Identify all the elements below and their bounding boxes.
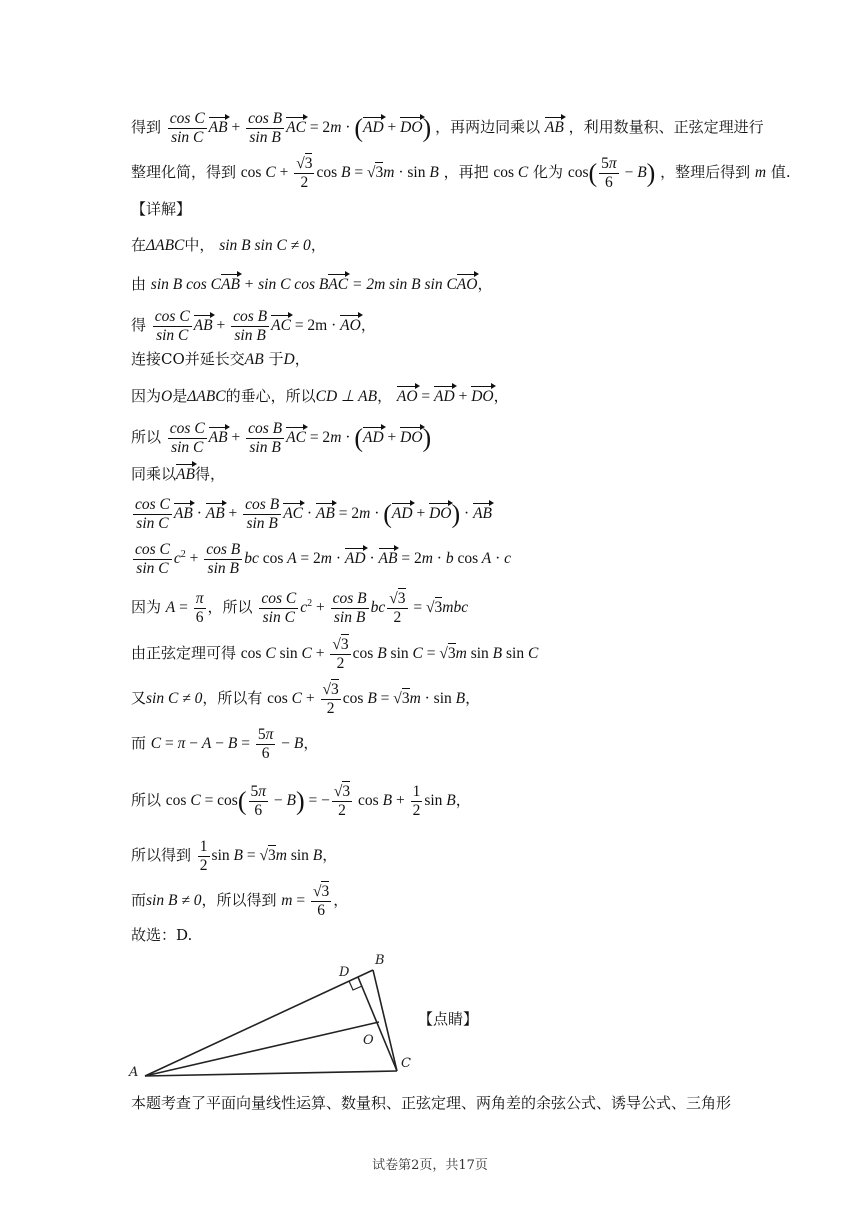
math: sin B cos C [150,276,221,293]
text: 又 [131,688,147,707]
text: ，所以有 [202,688,263,707]
math: + sin C cos B [243,276,329,293]
step-5: 因为O是ΔABC的垂心，所以CD ⊥ AB， AO = AD + DO， [131,387,509,405]
math: sin B ≠ 0 [146,891,202,909]
step-14: 所以 cos C = cos( $\frac{5\pi}{6}$ − B) = − $\frac{√3}{2}$ cos B + $\frac{1}{2}$ sin B， [131,783,471,819]
text: 所以得到 [131,845,192,864]
text: ， [493,387,509,405]
text: 得， [194,465,225,483]
math: D [283,351,295,368]
text: 在 [131,236,147,254]
text: ， [294,350,310,368]
text: 所以 [131,427,162,446]
text: 的垂心，所以 [225,387,316,405]
step-2: 由 sin B cos CAB + sin C cos BAC = 2m sin B sin CAO， [131,275,493,293]
text: ， [303,733,319,752]
text: ， [465,688,481,707]
text: 于 [268,350,284,368]
intro-line-2: 整理化简，得到 cos C + $\frac{√3}{2}$ cos B = √3m · sin B ，再把 cos C 化为 cos( $\frac{5\pi}{6}$ − B) ，整理后得到 m 值. [131,155,791,191]
step-12: 又sin C ≠ 0，所以有 cos C + $\frac{√3}{2}$ cos B = √3m · sin B， [131,681,481,717]
text: 中， [184,236,215,254]
text: 因为 [131,387,162,405]
text: ，整理后得到 [660,162,751,181]
text: ，再把 [443,162,489,181]
step-4 [131,352,310,368]
math: ΔABC [187,388,226,405]
step-13: 而 C = π − A − B = $\frac{5\pi}{6}$ − B， [131,726,319,762]
label-a: A [129,1065,139,1080]
step-10: 因为 A = $\frac{\pi}{6}$ ，所以 $\frac{\text{cos C}}{\text{sin C}}$ $c^2$ + $\frac{\text{cos B}}{\text{sin B}}$ bc $\frac{√3}{2}$ = √3mbc [131,590,469,626]
step-16: 而sin B ≠ 0，所以得到 m = $\frac{√3}{6}$ ， [131,883,349,919]
text: ，所以 [207,597,253,616]
var-m: m [754,163,767,181]
math: = 2m sin B sin C [352,276,457,293]
step-3: 得 $\frac{\text{cos C}}{\text{sin C}}$ AB + $\frac{\text{cos B}}{\text{sin B}}$ AC = 2m · AO， [131,308,376,344]
step-11: 由正弦定理可得 cos C sin C + $\frac{√3}{2}$ cos B sin C = √3m sin B sin C [131,636,539,672]
text: ，利用数量积、正弦定理进行 [568,117,764,136]
step-6: 所以 $\frac{\text{cos C}}{\text{sin C}}$ AB + $\frac{\text{cos B}}{\text{sin B}}$ AC = 2m · (AD + DO) [131,420,432,456]
text: 因为 [131,597,162,616]
text: 值. [770,162,791,181]
step-15: 所以得到 $\frac{1}{2}$ sin B = √3m sin B， [131,838,338,874]
text: 是 [172,387,188,405]
side-ab [145,970,373,1076]
text: 得 [131,315,147,334]
math: AB [244,351,264,368]
text: ， [477,275,493,293]
text: 由正弦定理可得 [131,643,237,662]
step-9: $\frac{\text{cos C}}{\text{sin C}}$ $c^2$ + $\frac{\text{cos B}}{\text{sin B}}$ bc cos A = 2m · AD · AB = 2m · b cos A · c [135,541,512,577]
text: ，所以得到 [201,890,277,909]
triangle-diagram [127,950,417,1082]
math: sin C ≠ 0 [146,689,203,707]
math: ΔABC [146,237,185,254]
text: ， [310,236,326,254]
step-7: 同乘以AB得， [131,465,225,483]
side-ac [145,1071,397,1076]
step-8: $\frac{\text{cos C}}{\text{sin C}}$ AB · AB + $\frac{\text{cos B}}{\text{sin B}}$ AC · AB = 2m · (AD + DO) · AB [135,496,492,532]
text: 由 [131,275,147,293]
text: ，再两边同乘以 [435,117,541,136]
math: sin B sin C ≠ 0 [219,237,311,254]
text: ， [322,845,338,864]
math: O [161,388,173,405]
text: ， [333,890,349,909]
text: 而 [131,890,147,909]
segment-ao [145,1022,379,1076]
text: 而 [131,733,147,752]
conclusion-text: 本题考查了平面向量线性运算、数量积、正弦定理、两角差的余弦公式、诱导公式、三角形 [131,1094,732,1112]
detail-heading: 【详解】 [131,200,192,218]
step-1 [131,238,326,254]
label-b: B [375,953,385,968]
intro-line-1: 得到 $\frac{\text{cos C}}{\text{sin C}}$ AB + $\frac{\text{cos B}}{\text{sin B}}$ AC = 2m · (AD + DO) ，再两边同乘以 AB ，利用数量积、正弦定理进行 [131,110,764,146]
comment-heading: 【点睛】 [418,1010,479,1028]
step-17: 故选：D. [131,926,193,944]
page-footer: 试卷第2页，共17页 [372,1158,488,1173]
math: CD ⊥ AB [315,388,378,405]
label-c: C [401,1056,411,1071]
text: 所以 [131,790,162,809]
text: 整理化简，得到 [131,162,237,181]
label-d: D [339,965,350,980]
text: ， [360,315,376,334]
math: = 2m · [294,316,337,334]
text: 化为 [533,162,564,181]
text: 同乘以 [131,465,177,483]
text: 得到 [131,117,162,136]
text: ， [377,387,393,405]
label-o: O [363,1033,374,1048]
text: 连接CO并延长交 [131,350,245,368]
text: ， [455,790,471,809]
